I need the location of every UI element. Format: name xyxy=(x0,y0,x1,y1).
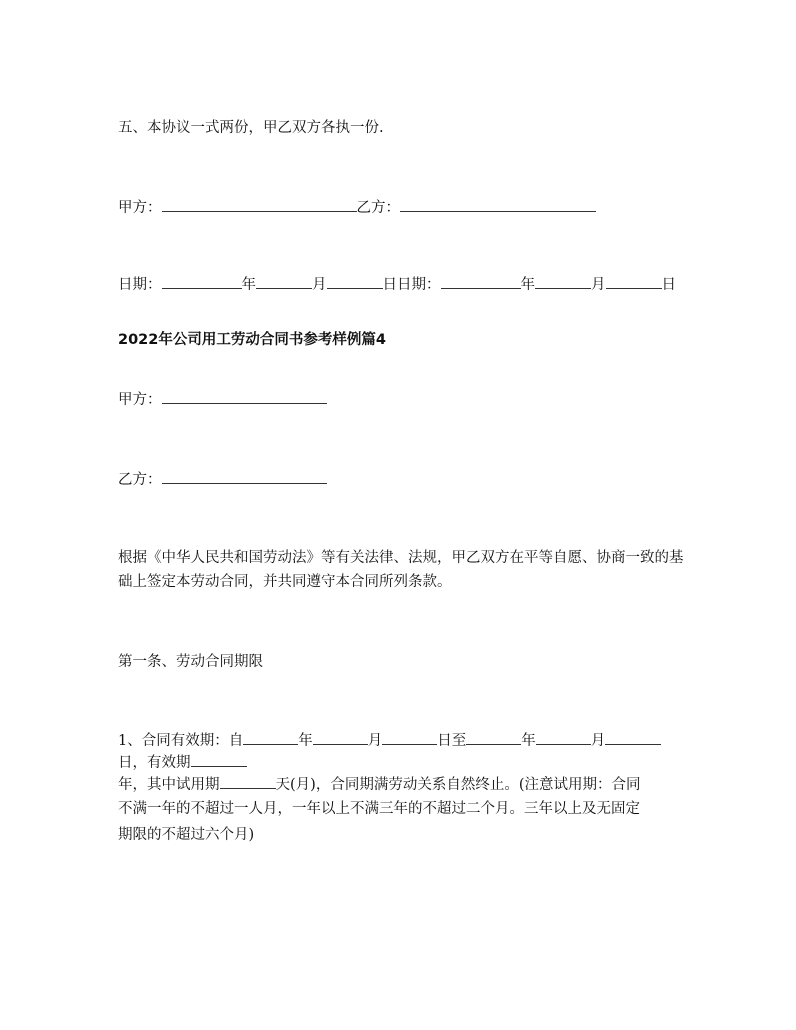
party-a-blank xyxy=(162,389,327,404)
party-a-sign-blank xyxy=(162,197,357,212)
party-b-row xyxy=(118,468,327,492)
party-a-label: 甲方： xyxy=(118,392,162,408)
probation-rest: 天(月)，合同期满劳动关系自然终止。(注意试用期：合同 xyxy=(275,777,641,793)
start-month-unit: 月 xyxy=(367,733,383,749)
end-month-unit: 月 xyxy=(590,733,606,749)
start-day-blank xyxy=(382,730,437,745)
start-year-blank xyxy=(243,730,298,745)
start-month-blank xyxy=(313,730,368,745)
date-a-month-blank xyxy=(256,274,312,289)
end-day-blank xyxy=(605,730,661,745)
term-line-2 xyxy=(118,751,247,775)
date-b-month-blank xyxy=(535,274,591,289)
end-month-blank xyxy=(536,730,591,745)
date-b-year-blank xyxy=(441,274,521,289)
term-prefix: 1、合同有效期：自 xyxy=(118,733,244,749)
signature-row xyxy=(118,196,596,220)
section-title: 2022年公司用工劳动合同书参考样例篇4 xyxy=(118,332,386,348)
date-b-month-unit: 月 xyxy=(591,277,606,293)
term-line-3 xyxy=(118,773,640,797)
party-a-sign-label: 甲方： xyxy=(118,200,162,216)
date-label-b: 日期： xyxy=(397,277,441,293)
validity-blank xyxy=(191,752,247,767)
party-b-sign-label: 乙方： xyxy=(356,200,400,216)
intro-paragraph: 根据《中华人民共和国劳动法》等有关法律、法规，甲乙双方在平等自愿、协商一致的基础上签定本劳动合同，并共同遵守本合同所列条款。 xyxy=(118,550,684,590)
end-year-unit: 年 xyxy=(521,733,536,749)
date-b-day-blank xyxy=(606,274,662,289)
validity-text: 日，有效期 xyxy=(118,755,191,771)
party-b-label: 乙方： xyxy=(118,472,162,488)
start-year-unit: 年 xyxy=(298,733,313,749)
date-a-day-unit: 日 xyxy=(382,277,397,293)
party-a-row xyxy=(118,388,327,412)
date-label-a: 日期： xyxy=(118,277,162,293)
probation-blank xyxy=(220,774,276,789)
date-a-year-unit: 年 xyxy=(241,277,256,293)
term-line-1 xyxy=(118,729,661,753)
date-row xyxy=(118,273,676,297)
end-year-blank xyxy=(466,730,521,745)
day-to-text: 日至 xyxy=(437,733,467,749)
date-b-day-unit: 日 xyxy=(661,277,676,293)
term-line-5: 期限的不超过六个月) xyxy=(118,827,255,843)
date-a-year-blank xyxy=(162,274,242,289)
party-b-blank xyxy=(162,469,327,484)
term-line-4: 不满一年的不超过一人月，一年以上不满三年的不超过二个月。三年以上及无固定 xyxy=(118,801,640,817)
date-a-month-unit: 月 xyxy=(312,277,327,293)
date-b-year-unit: 年 xyxy=(520,277,535,293)
date-a-day-blank xyxy=(327,274,383,289)
probation-prefix: 年，其中试用期 xyxy=(118,777,220,793)
party-b-sign-blank xyxy=(400,197,596,212)
article-one-title: 第一条、劳动合同期限 xyxy=(118,654,263,670)
clause-five: 五、本协议一式两份，甲乙双方各执一份. xyxy=(118,120,384,136)
